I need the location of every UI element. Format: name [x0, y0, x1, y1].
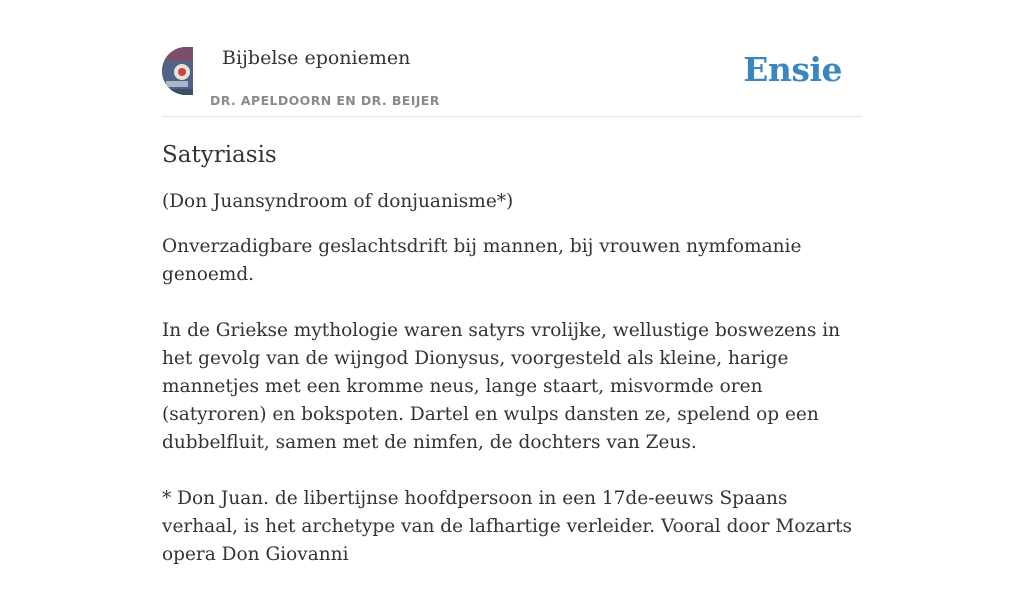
book-header [162, 44, 862, 117]
entry-paragraph: * Don Juan. de libertijnse hoofdpersoon in een 17de-eeuws Spaans verhaal, is het archetype van de lafhartige verleider. Vooral door Mozarts opera Don Giovanni [162, 488, 853, 565]
book-author[interactable]: DR. APELDOORN EN DR. BEIJER [210, 93, 440, 108]
ensie-logo[interactable]: Ensie [743, 50, 842, 89]
entry-paragraph: Onverzadigbare geslachtsdrift bij mannen, bij vrouwen nymfomanie genoemd. [162, 236, 802, 285]
entry-title: Satyriasis [162, 142, 277, 168]
book-title[interactable]: Bijbelse eponiemen [222, 47, 411, 69]
book-cover-image[interactable] [162, 47, 193, 95]
entry-subtitle: (Don Juansyndroom of donjuanisme*) [162, 191, 514, 212]
book-cover-art [162, 47, 193, 95]
entry-paragraph: In de Griekse mythologie waren satyrs vrolijke, wellustige boswezens in het gevolg van de wijngod Dionysus, voorgesteld als kleine, harige mannetjes met een kromme neus, lange staart, misvormde oren (satyroren) en bokspoten. Dartel en wulps dansten ze, spelend op een dubbelfluit, samen met de nimfen, de dochters van Zeus. [162, 320, 841, 453]
entry-content [162, 140, 862, 597]
